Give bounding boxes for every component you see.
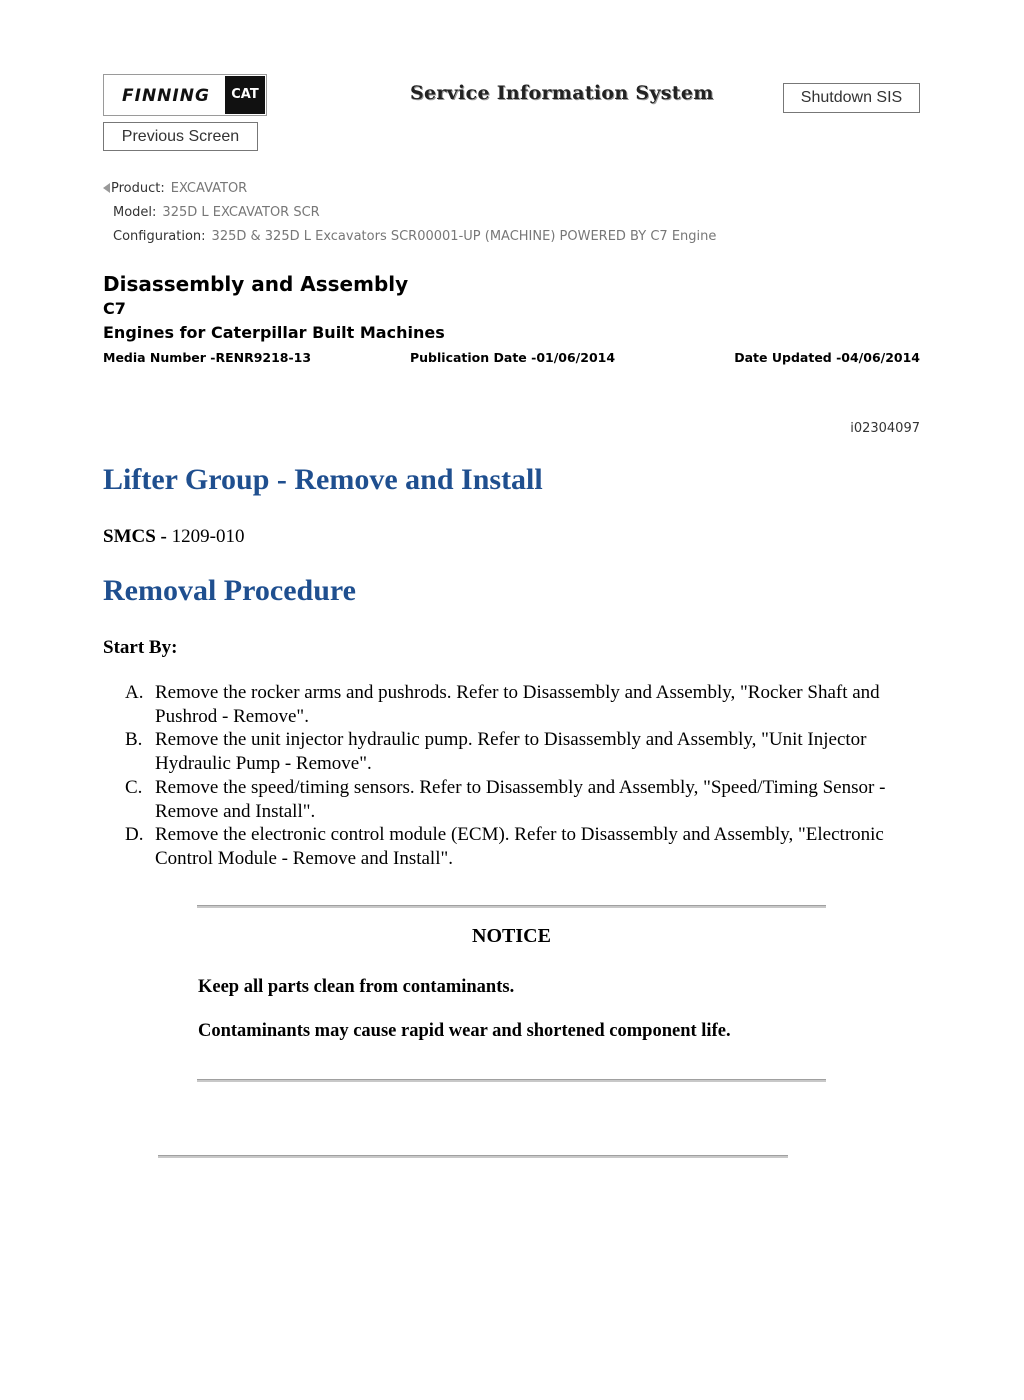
- finning-logo-text: FINNING: [122, 86, 210, 106]
- section-end-divider: [158, 1155, 788, 1158]
- cat-logo: [225, 76, 265, 114]
- product-label: Product:: [111, 181, 165, 196]
- page-title: Lifter Group - Remove and Install: [103, 463, 543, 496]
- previous-screen-button[interactable]: Previous Screen: [103, 122, 258, 151]
- notice-title: NOTICE: [472, 925, 551, 947]
- list-item: [103, 681, 923, 728]
- model-label: Model:: [113, 205, 157, 220]
- product-value: EXCAVATOR: [170, 181, 248, 196]
- list-item: [103, 823, 923, 870]
- removal-procedure-heading: Removal Procedure: [103, 574, 356, 607]
- system-title: Service Information System: [410, 82, 714, 104]
- step-text: Remove the rocker arms and pushrods. Refer to Disassembly and Assembly, "Rocker Shaft and Pushrod - Remove".: [155, 682, 880, 727]
- model-value: 325D L EXCAVATOR SCR: [162, 205, 320, 220]
- step-text: Remove the unit injector hydraulic pump. Refer to Disassembly and Assembly, "Unit Injector Hydraulic Pump - Remove".: [155, 729, 867, 775]
- list-item: [103, 728, 923, 775]
- smcs-label: SMCS -: [103, 526, 172, 547]
- finning-cat-logo: [103, 74, 267, 116]
- product-row: [103, 181, 247, 196]
- notice-top-divider: [197, 905, 826, 908]
- notice-bottom-divider: [197, 1079, 826, 1082]
- start-by-label: Start By:: [103, 637, 178, 658]
- configuration-label: Configuration:: [113, 229, 206, 244]
- publication-date: Publication Date -01/06/2014: [410, 350, 616, 365]
- smcs-code: [103, 526, 244, 548]
- media-number: Media Number -RENR9218-13: [103, 350, 312, 365]
- step-letter: B.: [125, 729, 143, 751]
- back-arrow-icon[interactable]: [103, 183, 110, 193]
- configuration-row: [113, 229, 716, 244]
- step-text: Remove the speed/timing sensors. Refer to Disassembly and Assembly, "Speed/Timing Sensor - Remove and Install".: [155, 776, 886, 822]
- notice-line-1: Keep all parts clean from contaminants.: [198, 977, 515, 997]
- document-model: C7: [103, 299, 126, 318]
- date-updated: Date Updated -04/06/2014: [734, 350, 920, 365]
- notice-line-2: Contaminants may cause rapid wear and shortened component life.: [198, 1021, 731, 1041]
- document-subtitle: Engines for Caterpillar Built Machines: [103, 323, 445, 342]
- step-letter: C.: [125, 776, 143, 798]
- shutdown-sis-button[interactable]: Shutdown SIS: [783, 83, 920, 113]
- document-title: Disassembly and Assembly: [103, 272, 409, 296]
- list-item: [103, 776, 923, 823]
- document-id: i02304097: [850, 421, 920, 436]
- step-letter: A.: [125, 682, 144, 703]
- configuration-value: 325D & 325D L Excavators SCR00001-UP (MACHINE) POWERED BY C7 Engine: [211, 229, 717, 244]
- step-letter: D.: [125, 824, 144, 846]
- model-row: [113, 205, 320, 220]
- step-text: Remove the electronic control module (ECM). Refer to Disassembly and Assembly, "Electronic Control Module - Remove and Install".: [155, 824, 884, 869]
- cat-logo-text: CAT: [231, 87, 259, 102]
- start-by-steps: [103, 681, 923, 871]
- smcs-value: 1209-010: [171, 526, 245, 547]
